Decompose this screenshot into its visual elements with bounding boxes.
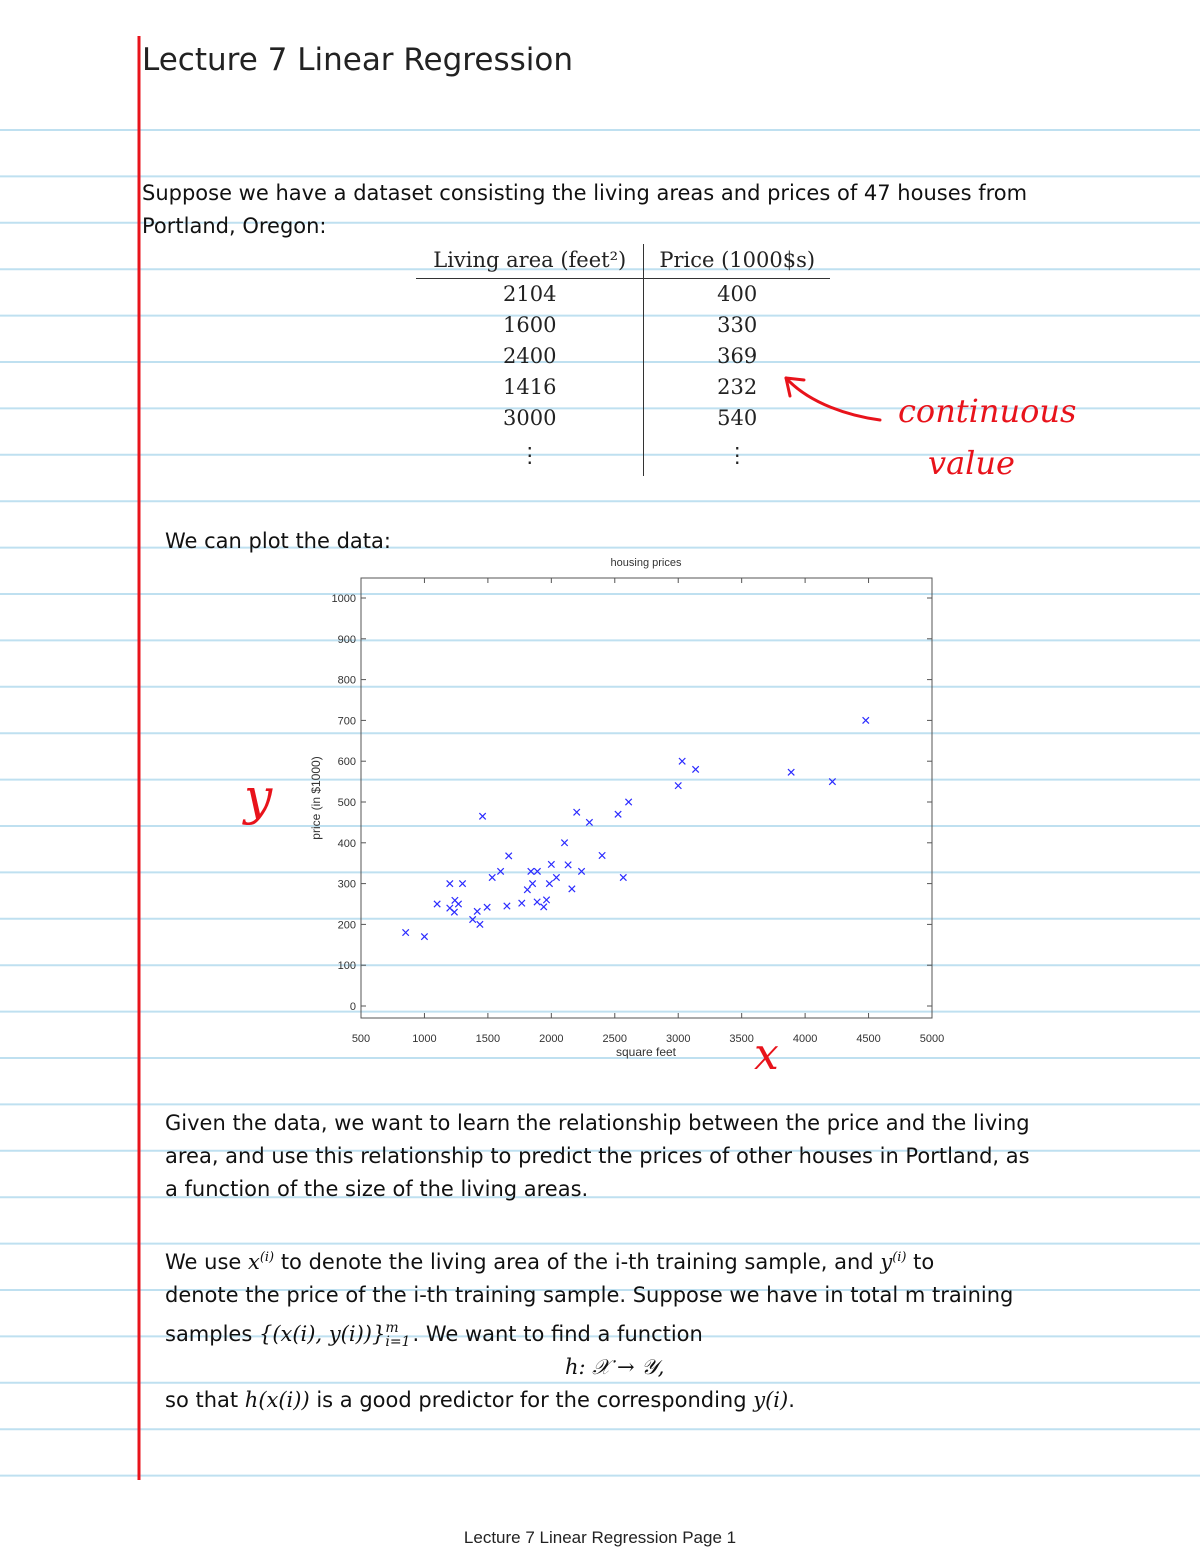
math-function-definition: h: 𝒳 → 𝒴, [565,1355,665,1379]
page-footer: Lecture 7 Linear Regression Page 1 [463,1528,737,1547]
math-y: y [880,1250,893,1274]
text-span: is a good predictor for the corresponding [309,1388,754,1412]
paragraph-line [165,1384,1013,1417]
math-lower-limit: i=1 [385,1334,411,1350]
cell-price: 232 [717,375,758,399]
data-point [489,874,495,880]
data-point [546,880,552,886]
data-point [434,901,440,907]
cell-price: 540 [717,406,758,430]
paragraph-notation [165,1241,1013,1417]
cell-price: 400 [717,282,758,306]
data-point [455,901,461,907]
column-header-area: Living area (feet²) [416,244,644,278]
table-row [416,372,830,403]
data-point [548,861,554,867]
y-tick-label: 900 [337,633,356,646]
data-point [788,769,794,775]
data-point [543,897,549,903]
table-row [416,310,830,341]
data-point [451,909,457,915]
x-axis-ticks [349,578,945,1045]
x-tick-label: 2000 [539,1033,564,1045]
math-superscript: (i) [892,1250,907,1265]
chart-title: housing prices [610,557,682,569]
handwritten-x-label: x [754,1029,779,1080]
cell-area: 2104 [416,279,644,310]
x-tick-label: 3500 [729,1033,754,1045]
data-point [574,809,580,815]
plot-intro: We can plot the data: [165,529,391,553]
data-point [534,868,540,874]
math-h-of-x: h(x(i)) [244,1388,310,1412]
intro-paragraph [142,177,1027,243]
x-tick-label: 500 [351,1033,371,1045]
y-tick-label: 200 [337,919,356,932]
data-point [534,899,540,905]
y-axis-ticks [332,593,932,1013]
data-point [528,868,534,874]
y-tick-label: 500 [337,797,356,809]
paragraph-line: Given the data, we want to learn the relationship between the price and the living [165,1111,1030,1135]
math-y-i: y(i) [753,1388,789,1412]
x-axis-label: square feet [615,1045,677,1059]
page-title: Lecture 7 Linear Regression [142,42,573,78]
data-point [675,782,681,788]
table-row [416,279,830,310]
math-sample-set: {(x(i), y(i))} [258,1322,386,1346]
x-tick-label: 2500 [602,1033,628,1045]
cell-area: 1600 [416,310,644,341]
cell-price: 369 [717,344,758,368]
cell-area: ⋮ [416,434,644,476]
data-point [497,868,503,874]
y-tick-label: 800 [337,674,356,687]
cell-price: ⋮ [726,443,748,467]
text-span: so that [165,1388,245,1412]
data-point [561,840,567,846]
x-tick-label: 3000 [665,1033,691,1045]
handwritten-note-continuous: continuous [898,392,1077,430]
cell-price: 330 [717,313,758,337]
y-axis-label: price (in $1000) [309,756,323,840]
paragraph-line [165,1318,1013,1351]
x-tick-label: 1000 [412,1033,437,1045]
handwritten-arrow [770,368,890,428]
x-tick-label: 4500 [856,1033,881,1045]
text-span: samples [165,1322,259,1346]
text-span: We use [165,1250,248,1274]
intro-line-1: Suppose we have a dataset consisting the living areas and prices of 47 houses from [142,181,1028,205]
data-point [863,717,869,723]
paragraph-line [165,1241,1013,1279]
housing-data-table [416,244,830,476]
y-tick-label: 600 [337,756,356,769]
data-point [586,819,592,825]
text-span: to denote the living area of the i-th training sample, and [274,1250,881,1274]
cell-area: 2400 [416,341,644,372]
data-point [504,903,510,909]
data-point [625,799,631,805]
paragraph-line: denote the price of the i-th training sample. Suppose we have in total m training [165,1283,1014,1307]
intro-line-2: Portland, Oregon: [142,214,327,238]
x-tick-label: 4000 [792,1033,818,1045]
y-tick-label: 100 [337,960,356,973]
plot-area-frame [361,578,932,1018]
data-point [620,874,626,880]
data-point [505,853,511,859]
handwritten-y-label: y [244,768,273,826]
scatter-points [402,717,868,940]
paragraph-line: area, and use this relationship to predict the prices of other houses in Portland, as [165,1144,1030,1168]
data-point [578,868,584,874]
data-point [477,921,483,927]
cell-area: 1416 [416,372,644,403]
column-header-price: Price (1000$s) [659,248,816,272]
x-tick-label: 5000 [919,1033,945,1045]
text-span: . [788,1388,795,1412]
data-point [541,904,547,910]
table-row [416,341,830,372]
data-point [679,758,685,764]
data-point [599,852,605,858]
y-tick-label: 400 [337,837,356,850]
text-span: . We want to find a function [412,1322,703,1346]
y-tick-label: 300 [337,878,356,891]
y-tick-label: 700 [337,715,356,728]
data-point [692,766,698,772]
paragraph-goal [165,1107,1030,1206]
housing-prices-chart [290,550,990,1070]
math-x: x [247,1250,260,1274]
data-point [469,916,475,922]
table-row [416,403,830,434]
y-tick-label: 0 [349,1001,356,1013]
x-tick-label: 1500 [475,1033,501,1045]
cell-area: 3000 [416,403,644,434]
data-point [402,929,408,935]
data-point [479,813,485,819]
math-superscript: (i) [259,1250,275,1265]
data-point [484,904,490,910]
data-point [569,886,575,892]
data-point [459,880,465,886]
data-point [474,908,480,914]
data-point [553,874,559,880]
data-point [829,778,835,784]
data-point [519,900,525,906]
table-header [416,244,830,279]
table-row [416,434,830,476]
data-point [565,862,571,868]
data-point [524,887,530,893]
data-point [529,880,535,886]
handwritten-note-value: value [928,444,1015,482]
data-point [447,880,453,886]
math-upper-limit: m [385,1320,399,1336]
data-point [421,933,427,939]
text-span: to [906,1250,935,1274]
math-set-limits [385,1321,410,1349]
y-tick-label: 1000 [331,593,356,605]
data-point [615,811,621,817]
paragraph-line: a function of the size of the living areas. [165,1177,589,1201]
